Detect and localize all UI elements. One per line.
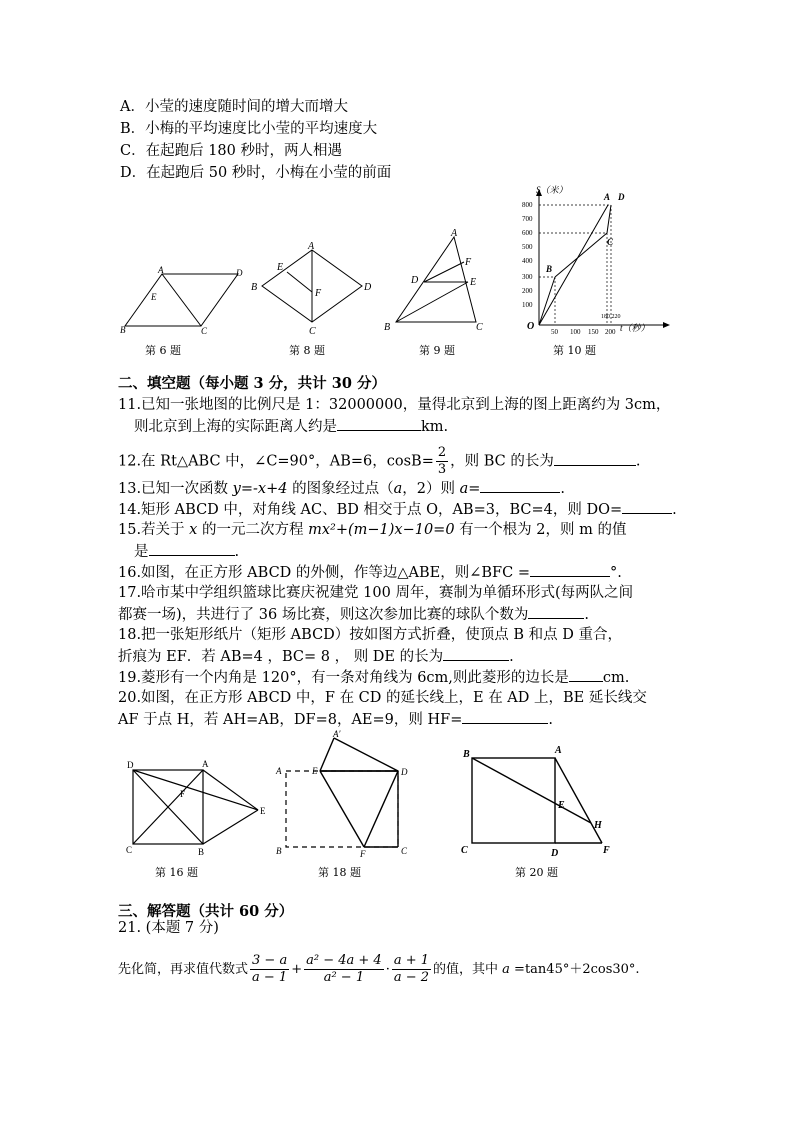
label-b: B xyxy=(198,847,205,857)
q13: 13.已知一次函数 y=-x+4 的图象经过点（a，2）则 a= . xyxy=(118,478,565,499)
label-a: A xyxy=(276,766,282,776)
y-tick: 600 xyxy=(522,229,533,237)
q13-point-var: a xyxy=(393,481,403,497)
q20-line1: 20.如图，在正方形 ABCD 中，F 在 CD 的延长线上，E 在 AD 上，BE 延长线交 xyxy=(118,690,647,706)
x-tick: 100 xyxy=(570,328,581,335)
figure-18 xyxy=(268,728,418,860)
q15-variable: x xyxy=(189,522,198,538)
x-tick-extra: 180 220 xyxy=(601,314,621,320)
q15-line2: 是 . xyxy=(134,541,239,562)
label-b: B xyxy=(251,282,258,293)
label-a: A xyxy=(604,192,611,202)
q12: 12.在 Rt△ABC 中，∠C=90°，AB=6，cosB= $\frac{2}{3}$ ，则 BC 的长为 . xyxy=(118,445,641,477)
q12-numerator: 2 xyxy=(437,445,447,460)
section-3-title: 三、解答题（共计 60 分） xyxy=(118,903,294,920)
frac1-numerator: 3 − a xyxy=(252,953,288,968)
q18-blank[interactable] xyxy=(443,646,509,661)
x-tick: 200 xyxy=(605,328,616,335)
q19-blank[interactable] xyxy=(569,667,603,682)
label-d: D xyxy=(401,767,408,777)
label-a-prime: A′ xyxy=(333,729,341,739)
choice-a: A．小莹的速度随时间的增大而增大 xyxy=(120,99,348,115)
figure-10 xyxy=(515,185,675,335)
q14: 14.矩形 ABCD 中，对角线 AC、BD 相交于点 O，AB=3，BC=4，则 DO= . xyxy=(118,499,677,520)
choice-b: B．小梅的平均速度比小莹的平均速度大 xyxy=(120,121,378,137)
caption-16: 第 16 题 xyxy=(155,866,198,879)
label-a: A xyxy=(158,265,164,275)
x-tick: 50 xyxy=(551,328,558,335)
label-d: D xyxy=(236,268,243,278)
label-d: D xyxy=(364,282,372,293)
label-c: C xyxy=(126,845,133,855)
label-e: E xyxy=(260,806,266,816)
q15-blank[interactable] xyxy=(149,541,235,556)
caption-9: 第 9 题 xyxy=(419,344,455,357)
label-f: F xyxy=(465,257,472,268)
q18-line1: 18.把一张矩形纸片（矩形 ABCD）按如图方式折叠，使顶点 B 和点 D 重合， xyxy=(118,627,622,643)
label-d: D xyxy=(127,760,134,770)
q13-answer-var: a xyxy=(459,481,469,497)
y-axis-label: S（米） xyxy=(536,185,568,195)
choice-c: C．在起跑后 180 秒时，两人相遇 xyxy=(120,143,342,159)
label-b: B xyxy=(546,264,553,274)
label-b: B xyxy=(120,325,126,335)
caption-8: 第 8 题 xyxy=(289,344,325,357)
label-a: A xyxy=(451,228,458,239)
label-a: A xyxy=(308,241,315,252)
y-tick: 400 xyxy=(522,257,533,265)
q17-line1: 17.哈市某中学组织篮球比赛庆祝建党 100 周年，赛制为单循环形式(每两队之间 xyxy=(118,585,634,601)
q16-blank[interactable] xyxy=(530,562,610,577)
label-a: A xyxy=(555,745,562,756)
label-d: D xyxy=(551,848,559,859)
x-tick: 150 xyxy=(588,328,599,335)
label-c: C xyxy=(309,326,316,337)
q11-line2: 则北京到上海的实际距离人约是 km. xyxy=(134,416,448,437)
label-e: E xyxy=(151,292,157,302)
q11-line1: 11.已知一张地图的比例尺是 1：32000000，量得北京到上海的图上距离约为 3cm， xyxy=(118,397,671,413)
figure-8 xyxy=(245,238,375,338)
label-c: C xyxy=(201,326,208,336)
caption-10: 第 10 题 xyxy=(553,344,596,357)
origin-label: O xyxy=(527,321,535,332)
q14-blank[interactable] xyxy=(622,499,672,514)
figure-20 xyxy=(455,745,625,860)
frac3-numerator: a + 1 xyxy=(393,953,430,968)
q15-equation: mx²+(m−1)x−10=0 xyxy=(308,522,455,538)
figure-16 xyxy=(118,755,278,860)
q18-line2: 折痕为 EF．若 AB=4 ，BC= 8 ， 则 DE 的长为 . xyxy=(118,646,514,667)
q12-denominator: 3 xyxy=(437,462,447,477)
x-axis-label: t（秒） xyxy=(620,323,650,333)
q19: 19.菱形有一个内角是 120°，有一条对角线为 6cm,则此菱形的边长是 cm. xyxy=(118,667,629,688)
q13-function: y=-x+4 xyxy=(232,481,288,497)
x-tick-labels xyxy=(551,328,616,335)
q20-line2: AF 于点 H，若 AH=AB，DF=8，AE=9，则 HF= . xyxy=(118,709,553,730)
label-c: C xyxy=(401,846,408,856)
y-tick: 100 xyxy=(522,301,533,309)
q12-blank[interactable] xyxy=(554,451,636,466)
choice-d: D．在起跑后 50 秒时，小梅在小莹的前面 xyxy=(120,165,392,181)
y-tick: 800 xyxy=(522,201,533,209)
label-b: B xyxy=(463,749,470,760)
dot-sign: · xyxy=(385,962,390,977)
caption-18: 第 18 题 xyxy=(318,866,361,879)
label-b: B xyxy=(384,322,391,333)
y-tick-labels xyxy=(522,201,533,309)
q13-blank[interactable] xyxy=(480,478,560,493)
label-f: F xyxy=(315,288,322,299)
q15-line1: 15.若关于 x 的一元二次方程 mx²+(m−1)x−10=0 有一个根为 2，则 m 的值 xyxy=(118,522,627,538)
frac3-denominator: a − 2 xyxy=(393,970,430,985)
label-b: B xyxy=(276,846,282,856)
label-e: E xyxy=(277,262,284,273)
frac2-numerator: a² − 4a + 4 xyxy=(306,953,382,968)
section-2-title: 二、填空题（每小题 3 分，共计 30 分） xyxy=(118,375,386,392)
label-c: C xyxy=(476,322,483,333)
label-f: F xyxy=(180,789,186,799)
y-tick: 700 xyxy=(522,215,533,223)
q16: 16.如图，在正方形 ABCD 的外侧，作等边△ABE，则∠BFC = °. xyxy=(118,562,622,583)
label-f: F xyxy=(360,849,366,859)
figure-9 xyxy=(378,225,493,335)
plus-sign: + xyxy=(291,962,303,977)
label-d: D xyxy=(618,192,625,202)
q11-blank[interactable] xyxy=(337,416,421,431)
label-h: H xyxy=(594,820,602,831)
q21-title: 21. (本题 7 分) xyxy=(118,920,219,936)
q21-variable: a xyxy=(502,962,510,977)
y-tick: 500 xyxy=(522,243,533,251)
caption-20: 第 20 题 xyxy=(515,866,558,879)
frac1-denominator: a − 1 xyxy=(252,970,288,985)
q17-blank[interactable] xyxy=(528,604,584,619)
label-c: C xyxy=(607,237,614,247)
label-c: C xyxy=(461,845,468,856)
caption-6: 第 6 题 xyxy=(145,344,181,357)
q17-line2: 都赛一场)，共进行了 36 场比赛，则这次参加比赛的球队个数为 . xyxy=(118,604,589,625)
q20-blank[interactable] xyxy=(462,709,548,724)
y-tick: 300 xyxy=(522,273,533,281)
frac2-denominator: a² − 1 xyxy=(323,970,365,985)
label-e: E xyxy=(312,766,318,776)
q21-expression: 先化简，再求值代数式 $\frac{3 - a}{a - 1}$ + $\frac{\text{a² − 4a + 4}}{\text{a² − 1}}$ · $\frac{a + 1}{a - 2}$ 的值，其中 a =tan45°＋2cos30°. xyxy=(118,953,640,985)
figure-6 xyxy=(118,265,248,340)
label-f: F xyxy=(603,845,610,856)
label-e: E xyxy=(558,800,565,811)
label-a: A xyxy=(202,759,209,769)
label-e: E xyxy=(470,277,477,288)
y-tick: 200 xyxy=(522,287,533,295)
label-d: D xyxy=(411,275,419,286)
